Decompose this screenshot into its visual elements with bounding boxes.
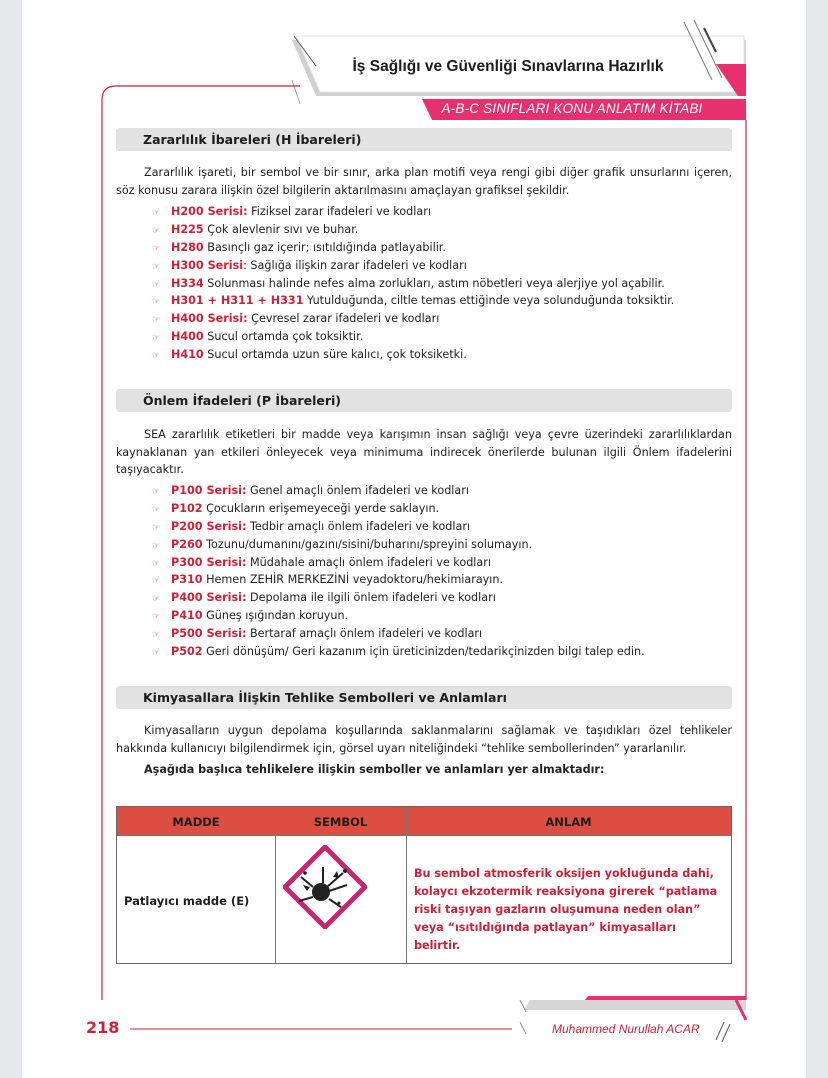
list-item: ☞ H200 Serisi: Fiziksel zarar ifadeleri ve kodları <box>152 203 674 221</box>
pointing-hand-icon: ☞ <box>152 315 161 326</box>
h-statement-list <box>152 203 674 364</box>
pointing-hand-icon: ☞ <box>152 351 161 362</box>
pointing-hand-icon: ☞ <box>152 487 161 497</box>
column-header-madde: MADDE <box>172 815 220 829</box>
list-item: ☞ P310 Hemen ZEHİR MERKEZİNİ veyadoktoru/hekimiarayın. <box>152 571 645 589</box>
section-h-heading-bar <box>116 128 732 151</box>
pointing-hand-icon: ☞ <box>152 612 161 623</box>
column-header-sembol: SEMBOL <box>313 815 368 829</box>
list-item: ☞ H334 Solunması halinde nefes alma zorlukları, astım nöbetleri veya alerjiye yol açabilir. <box>152 275 674 293</box>
pointing-hand-icon: ☞ <box>152 333 161 344</box>
row-divider <box>117 835 731 836</box>
book-subtitle: A-B-C SINIFLARI KONU ANLATIM KİTABI <box>441 101 703 116</box>
list-item: ☞ P502 Geri dönüşüm/ Geri kazanım için üreticinizden/tedarikçinizden bilgi talep edin. <box>152 643 645 661</box>
pointing-hand-icon: ☞ <box>152 594 161 605</box>
column-divider <box>406 807 407 963</box>
list-item: ☞ P410 Güneş ışığından koruyun. <box>152 607 645 625</box>
pointing-hand-icon: ☞ <box>152 648 161 659</box>
page-number: 218 <box>86 1018 120 1037</box>
section-symbols-lead: Aşağıda başlıca tehlikelere ilişkin semboller ve anlamları yer almaktadır: <box>144 763 605 776</box>
list-item: ☞ H400 Sucul ortamda çok toksiktir. <box>152 328 674 346</box>
list-item: ☞ H410 Sucul ortamda uzun süre kalıcı, çok toksiketki. <box>152 346 674 364</box>
list-item: ☞ P200 Serisi: Tedbir amaçlı önlem ifadeleri ve kodları <box>152 518 645 536</box>
section-p-heading-bar <box>116 389 732 412</box>
list-item: ☞ P100 Serisi: Genel amaçlı önlem ifadeleri ve kodları <box>152 482 645 500</box>
list-item: ☞ H301 + H311 + H331 Yutulduğunda, ciltle temas ettiğinde veya solunduğunda toksiktir. <box>152 292 674 310</box>
table-header-row <box>117 807 731 835</box>
section-h-intro: Zararlılık işareti, bir sembol ve bir sınır, arka plan motifi veya rengi gibi diğer grafik unsurlarını içeren, söz konusu zarara ilişkin özel bilgilerin aktarılmasını amaçlayan grafiksel şekildir. <box>116 166 732 197</box>
pointing-hand-icon: ☞ <box>152 576 161 587</box>
pointing-hand-icon: ☞ <box>152 243 161 254</box>
section-p-heading: Önlem İfadeleri (P İbareleri) <box>116 389 732 412</box>
pointing-hand-icon: ☞ <box>152 504 161 515</box>
pointing-hand-icon: ☞ <box>152 540 161 551</box>
book-title: İş Sağlığı ve Güvenliği Sınavlarına Hazırlık <box>352 58 664 75</box>
section-p-intro: SEA zararlılık etiketleri bir madde veya karışımın insan sağlığı veya çevre üzerindeki zararlılıklardan kaynaklanan yan etkileri önleyecek veya minimuma indirecek önerilerde bulunan ilgili Önlem ifadelerini taşıyacaktır. <box>116 428 732 476</box>
pointing-hand-icon: ☞ <box>152 225 161 236</box>
list-item: ☞ H280 Basınçlı gaz içerir; ısıtıldığında patlayabilir. <box>152 239 674 257</box>
list-item: ☞ H300 Serisi: Sağlığa ilişkin zarar ifadeleri ve kodları <box>152 257 674 275</box>
column-divider <box>275 807 276 963</box>
table-cell-anlam: Bu sembol atmosferik oksijen yokluğunda dahi, kolaycı ekzotermik reaksiyona girerek “patlama riski taşıyan gazların oluşumuna neden olan” veya “ısıtıldığında patlayan” kimyasalları belirtir. <box>414 867 718 952</box>
list-item: ☞ P300 Serisi: Müdahale amaçlı önlem ifadeleri ve kodları <box>152 554 645 572</box>
section-h-heading: Zararlılık İbareleri (H İbareleri) <box>116 128 732 151</box>
column-header-anlam: ANLAM <box>545 815 592 829</box>
section-symbols-heading: Kimyasallara İlişkin Tehlike Sembolleri ve Anlamları <box>116 686 732 709</box>
list-item: ☞ H225 Çok alevlenir sıvı ve buhar. <box>152 221 674 239</box>
pointing-hand-icon: ☞ <box>152 297 161 308</box>
pointing-hand-icon: ☞ <box>152 208 161 218</box>
list-item: ☞ P260 Tozunu/dumanını/gazını/sisini/buharını/spreyini solumayın. <box>152 536 645 554</box>
pointing-hand-icon: ☞ <box>152 261 161 272</box>
section-symbols-heading-bar <box>116 686 732 709</box>
pointing-hand-icon: ☞ <box>152 522 161 533</box>
list-item: ☞ P400 Serisi: Depolama ile ilgili önlem ifadeleri ve kodları <box>152 589 645 607</box>
exploding-bomb-icon <box>283 845 367 929</box>
list-item: ☞ H400 Serisi: Çevresel zarar ifadeleri ve kodları <box>152 310 674 328</box>
pointing-hand-icon: ☞ <box>152 558 161 569</box>
pointing-hand-icon: ☞ <box>152 630 161 641</box>
list-item: ☞ P500 Serisi: Bertaraf amaçlı önlem ifadeleri ve kodları <box>152 625 645 643</box>
section-symbols-intro: Kimyasalların uygun depolama koşullarında saklanmalarını sağlamak ve taşıdıkları özel tehlikeler hakkında kullanıcıyı bilgilendirmek için, görsel uyarı niteliğindeki “tehlike sembollerinden” yararlanılır. <box>116 724 732 755</box>
pointing-hand-icon: ☞ <box>152 279 161 290</box>
list-item: ☞ P102 Çocukların erişemeyeceği yerde saklayın. <box>152 500 645 518</box>
table-cell-madde: Patlayıcı madde (E) <box>124 894 250 908</box>
p-statement-list <box>152 482 645 661</box>
footer-author: Muhammed Nurullah ACAR <box>552 1022 700 1036</box>
hazard-symbol-table <box>116 806 732 964</box>
